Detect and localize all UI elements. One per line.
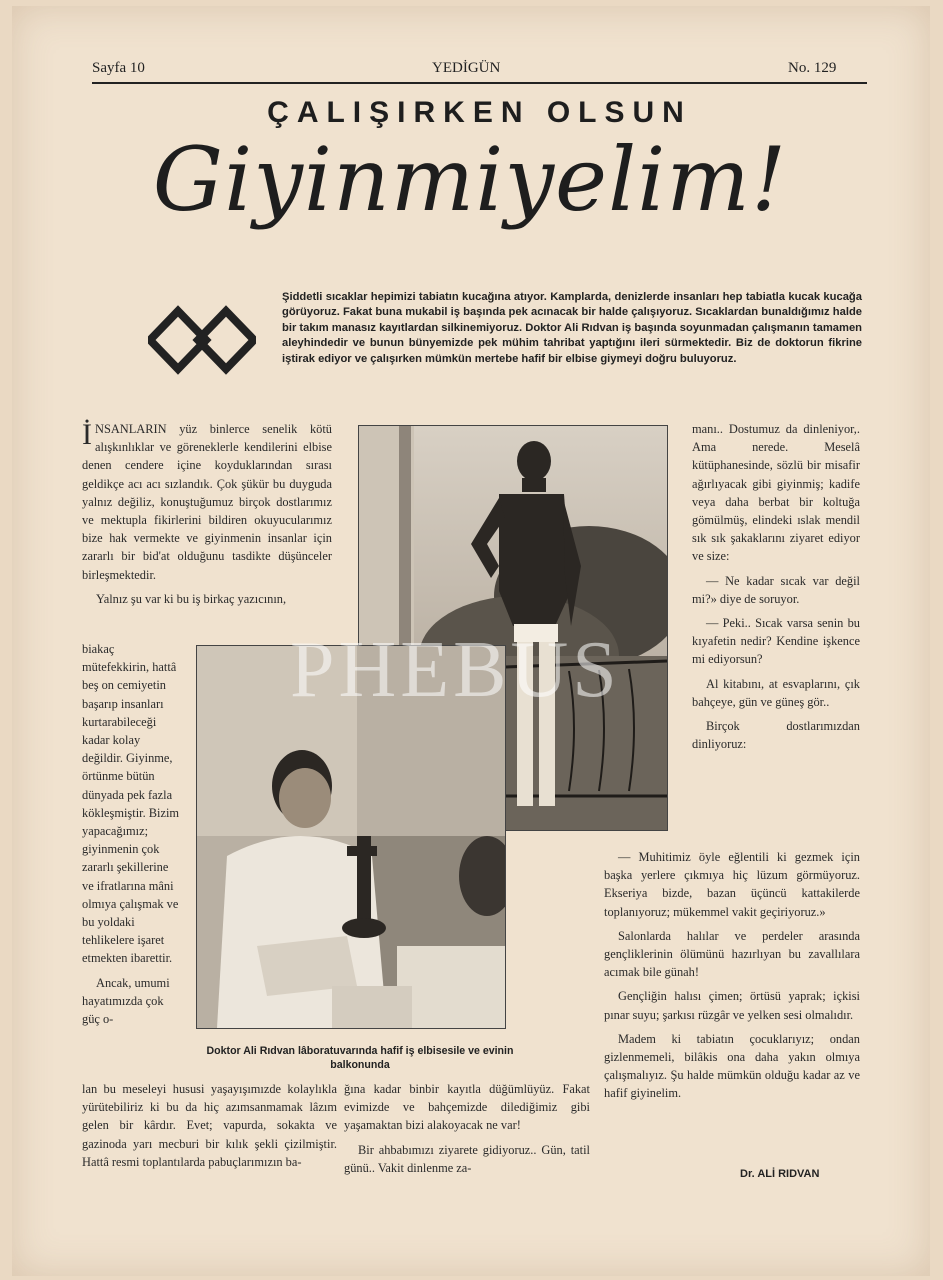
kicker-title: ÇALIŞIRKEN OLSUN: [267, 96, 692, 129]
headline: Giyinmiyelim!: [152, 128, 788, 231]
body-paragraph: Bir ahbabımızı ziyarete gidiyoruz.. Gün, tatil günü.. Vakit dinlenme za-: [344, 1142, 590, 1175]
column-2-bottom: [344, 1080, 590, 1183]
column-1-bottom: [82, 1080, 337, 1177]
body-paragraph: lan bu meseleyi hususi yaşayışımızde kolaylıkla yürütebiliriz ki bu da hiç azımsanmamak lâzım gelen bir kârdır. Evet; vapurda, sokakta ve gazinoda yarı mecburi bir kılık şekli çizilmiştir. Hattâ resmi toplantılarda pabuçlarımızın ba-: [82, 1082, 337, 1169]
lede-paragraph: Şiddetli sıcaklar hepimizi tabiatın kucağına atıyor. Kamplarda, denizlerde insanları hep tabiatla kucak kucağa görüyoruz. Fakat buna mukabil iş başında pek acınacak bir halde çalışıyoruz. Sıcaklardan bunaldığımız halde bir takım manasız kayıtlardan silkinemiyoruz. Doktor Ali Rıdvan iş başında soyunmadan çalışmanın tamamen aleyhindedir ve bunun bünyemizde pek mühim tahribat yaptığını ileri sürmektedir. Biz de doktorun fikrine iştirak ediyor ve çalışırken mümkün mertebe hafif bir elbise giymeyi doğru buluyoruz.: [282, 291, 862, 365]
body-paragraph: Madem ki tabiatın çocuklarıyız; ondan gizlenmemeli, bilâkis ona daha yakın olmıya çalışmalıyız. Şu halde mümkün olduğu kadar az ve hafif giyinelim.: [604, 1031, 860, 1101]
body-paragraph: manı.. Dostumuz da dinleniyor,. Ama nerede. Meselâ kütüphanesinde, sözlü bir misafir ağırlıyacak gibi giyinmiş; kadife veya daha berbat bir koltuğa gömülmüş, elindeki ıslak mendil sık sık şakaklarını ziyaret ediyor ve size:: [692, 422, 860, 564]
column-3-top: [692, 420, 860, 759]
diamond-ornament-icon: [148, 305, 256, 375]
body-paragraph: — Ne kadar sıcak var değil mi?» diye de soruyor.: [692, 573, 860, 606]
header-rule: [92, 82, 867, 84]
body-paragraph: [82, 420, 332, 584]
body-paragraph: ğına kadar binbir kayıtla düğümlüyüz. Fakat evimizde ve bahçemizde dilediğimiz gibi yaşamaktan bizi alakoyacak ne var!: [344, 1082, 590, 1133]
drop-cap: İ: [82, 418, 92, 451]
magazine-name: YEDİGÜN: [432, 60, 501, 76]
photo-caption: Doktor Ali Rıdvan lâboratuvarında hafif iş elbisesile ve evinin balkonunda: [206, 1045, 514, 1071]
body-paragraph: Salonlarda halılar ve perdeler arasında gençliklerinin ölümünü hazırlıyan bu zavallılara acımak bile günah!: [604, 928, 860, 980]
column-1-top: [82, 420, 332, 614]
body-paragraph: Yalnız şu var ki bu iş birkaç yazıcının,: [96, 591, 287, 606]
body-paragraph: Gençliğin halısı çimen; örtüsü yaprak; içkisi pınar suyu; şarkısı rüzgâr ve yelken sesi olmalıdır.: [604, 989, 860, 1022]
body-paragraph: — Muhitimiz öyle eğlentili ki gezmek için başka yerlere çıkmıya hiç lüzum görmüyoruz. Ekseriya bizde, bazan üçüncü kattakilerde toplanıyoruz; mükemmel vakit geçiriyoruz.»: [604, 850, 860, 919]
watermark-text: PHEBUS: [290, 626, 621, 714]
body-paragraph: Birçok dostlarımızdan dinliyoruz:: [692, 719, 860, 752]
body-paragraph: Ancak, umumi hayatımızda çok güç o-: [82, 975, 170, 1027]
body-text: NSANLARIN yüz binlerce senelik kötü alışkınlıklar ve göreneklerle kendilerini elbise denen cendere içine koyduklarından sırası geldikçe acı acı sızlandık. Çok şükür bu duyguda yalnız değiliz, konuştuğumuz birçok dostlarımız ve mektupla fikirlerini bildiren okuyucularımız bize hak vermekte ve giyinmenin insanlar için zararlı bir bid'at olduğunu tasdikte düşünceler birleşmektedir.: [82, 422, 332, 582]
column-1-narrow: [82, 640, 180, 1034]
author-signature: Dr. ALİ RIDVAN: [740, 1168, 820, 1180]
column-3-bottom: [604, 848, 860, 1109]
issue-number: No. 129: [788, 60, 837, 76]
body-paragraph: biakaç mütefekkirin, hattâ beş on cemiyetin başarıp insanları kurtarabileceği kadar kolay değildir. Giyinme, örtünme bütün dünyada pek fazla kökleşmiştir. Bizim yapacağımız; giyinmenin çok zararlı şekillerine ve ifratlarına mâni olmıya çalışmak ve bu yoldaki tehlikelere işaret etmekten ibarettir.: [82, 642, 180, 966]
body-paragraph: Al kitabını, at esvaplarını, çık bahçeye, gün ve güneş gör..: [692, 676, 860, 709]
body-paragraph: — Peki.. Sıcak varsa senin bu kıyafetin nedir? Kendine işkence mi ediyorsun?: [692, 616, 860, 667]
page-number: Sayfa 10: [92, 60, 145, 76]
